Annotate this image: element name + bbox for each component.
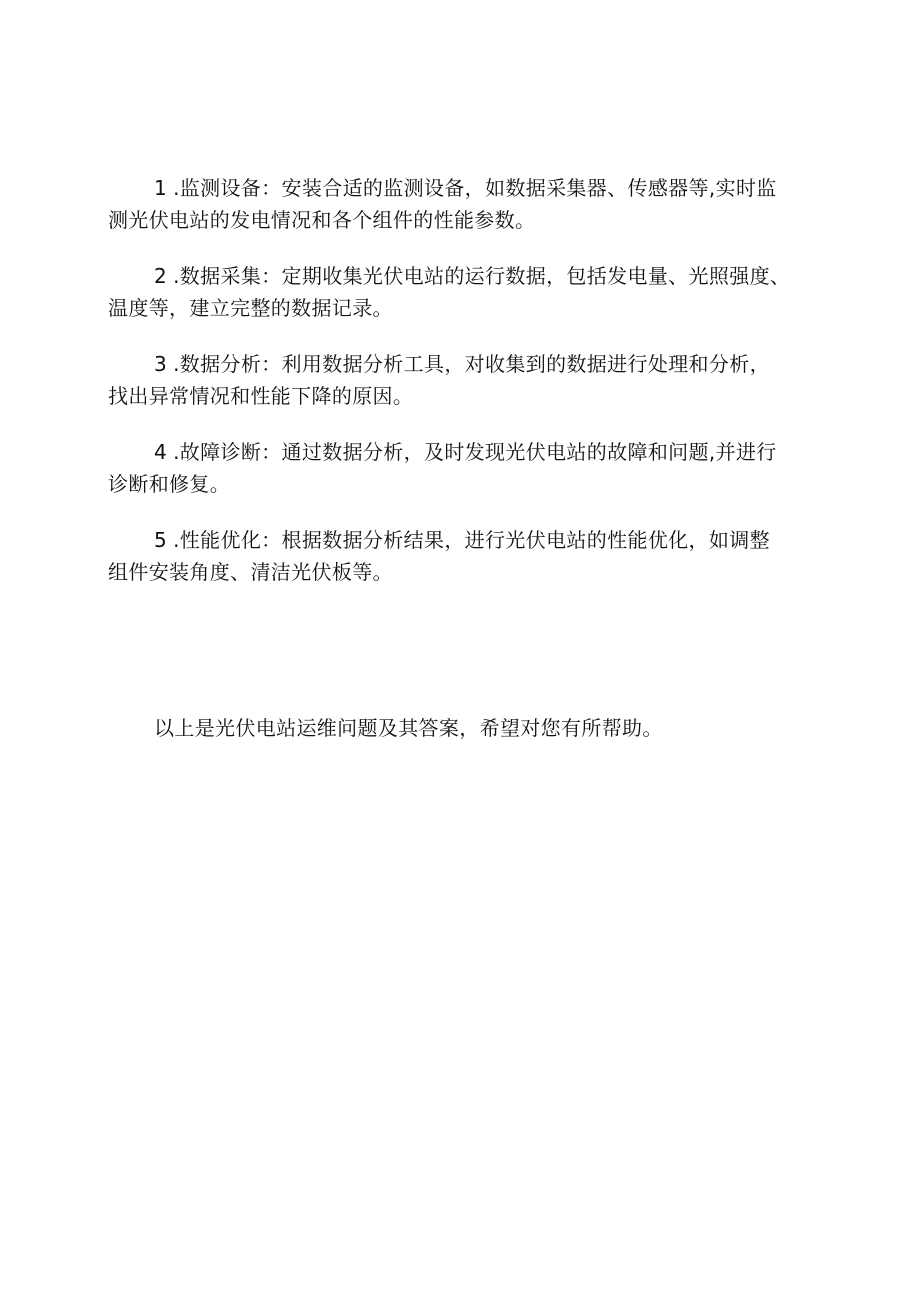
list-item-number: 5	[154, 528, 168, 552]
list-item-number: 2	[154, 264, 168, 288]
list-item-continuation: 找出异常情况和性能下降的原因。	[108, 384, 414, 408]
list-item-3	[108, 348, 830, 412]
list-item-number: 1	[154, 176, 168, 200]
list-item-text: .数据分析：利用数据分析工具，对收集到的数据进行处理和分析，	[173, 352, 770, 376]
list-item-number: 3	[154, 352, 168, 376]
list-item-text: .故障诊断：通过数据分析，及时发现光伏电站的故障和问题,并进行	[173, 440, 777, 464]
list-item-number: 4	[154, 440, 168, 464]
list-item-first-line	[108, 524, 830, 556]
list-item-1	[108, 172, 830, 236]
list-item-5	[108, 524, 830, 588]
list-item-text: .性能优化：根据数据分析结果，进行光伏电站的性能优化，如调整	[173, 528, 770, 552]
list-item-text: .数据采集：定期收集光伏电站的运行数据，包括发电量、光照强度、	[173, 264, 791, 288]
list-item-continuation: 组件安装角度、清洁光伏板等。	[108, 560, 393, 584]
closing-paragraph: 以上是光伏电站运维问题及其答案，希望对您有所帮助。	[154, 716, 663, 740]
list-item-4	[108, 436, 830, 500]
list-item-text: .监测设备：安装合适的监测设备，如数据采集器、传感器等,实时监	[173, 176, 777, 200]
list-item-first-line	[108, 260, 830, 292]
numbered-list	[108, 172, 830, 612]
list-item-2	[108, 260, 830, 324]
list-item-continuation: 诊断和修复。	[108, 472, 231, 496]
list-item-first-line	[108, 436, 830, 468]
list-item-continuation: 测光伏电站的发电情况和各个组件的性能参数。	[108, 208, 536, 232]
list-item-first-line	[108, 172, 830, 204]
list-item-continuation: 温度等，建立完整的数据记录。	[108, 296, 393, 320]
list-item-first-line	[108, 348, 830, 380]
